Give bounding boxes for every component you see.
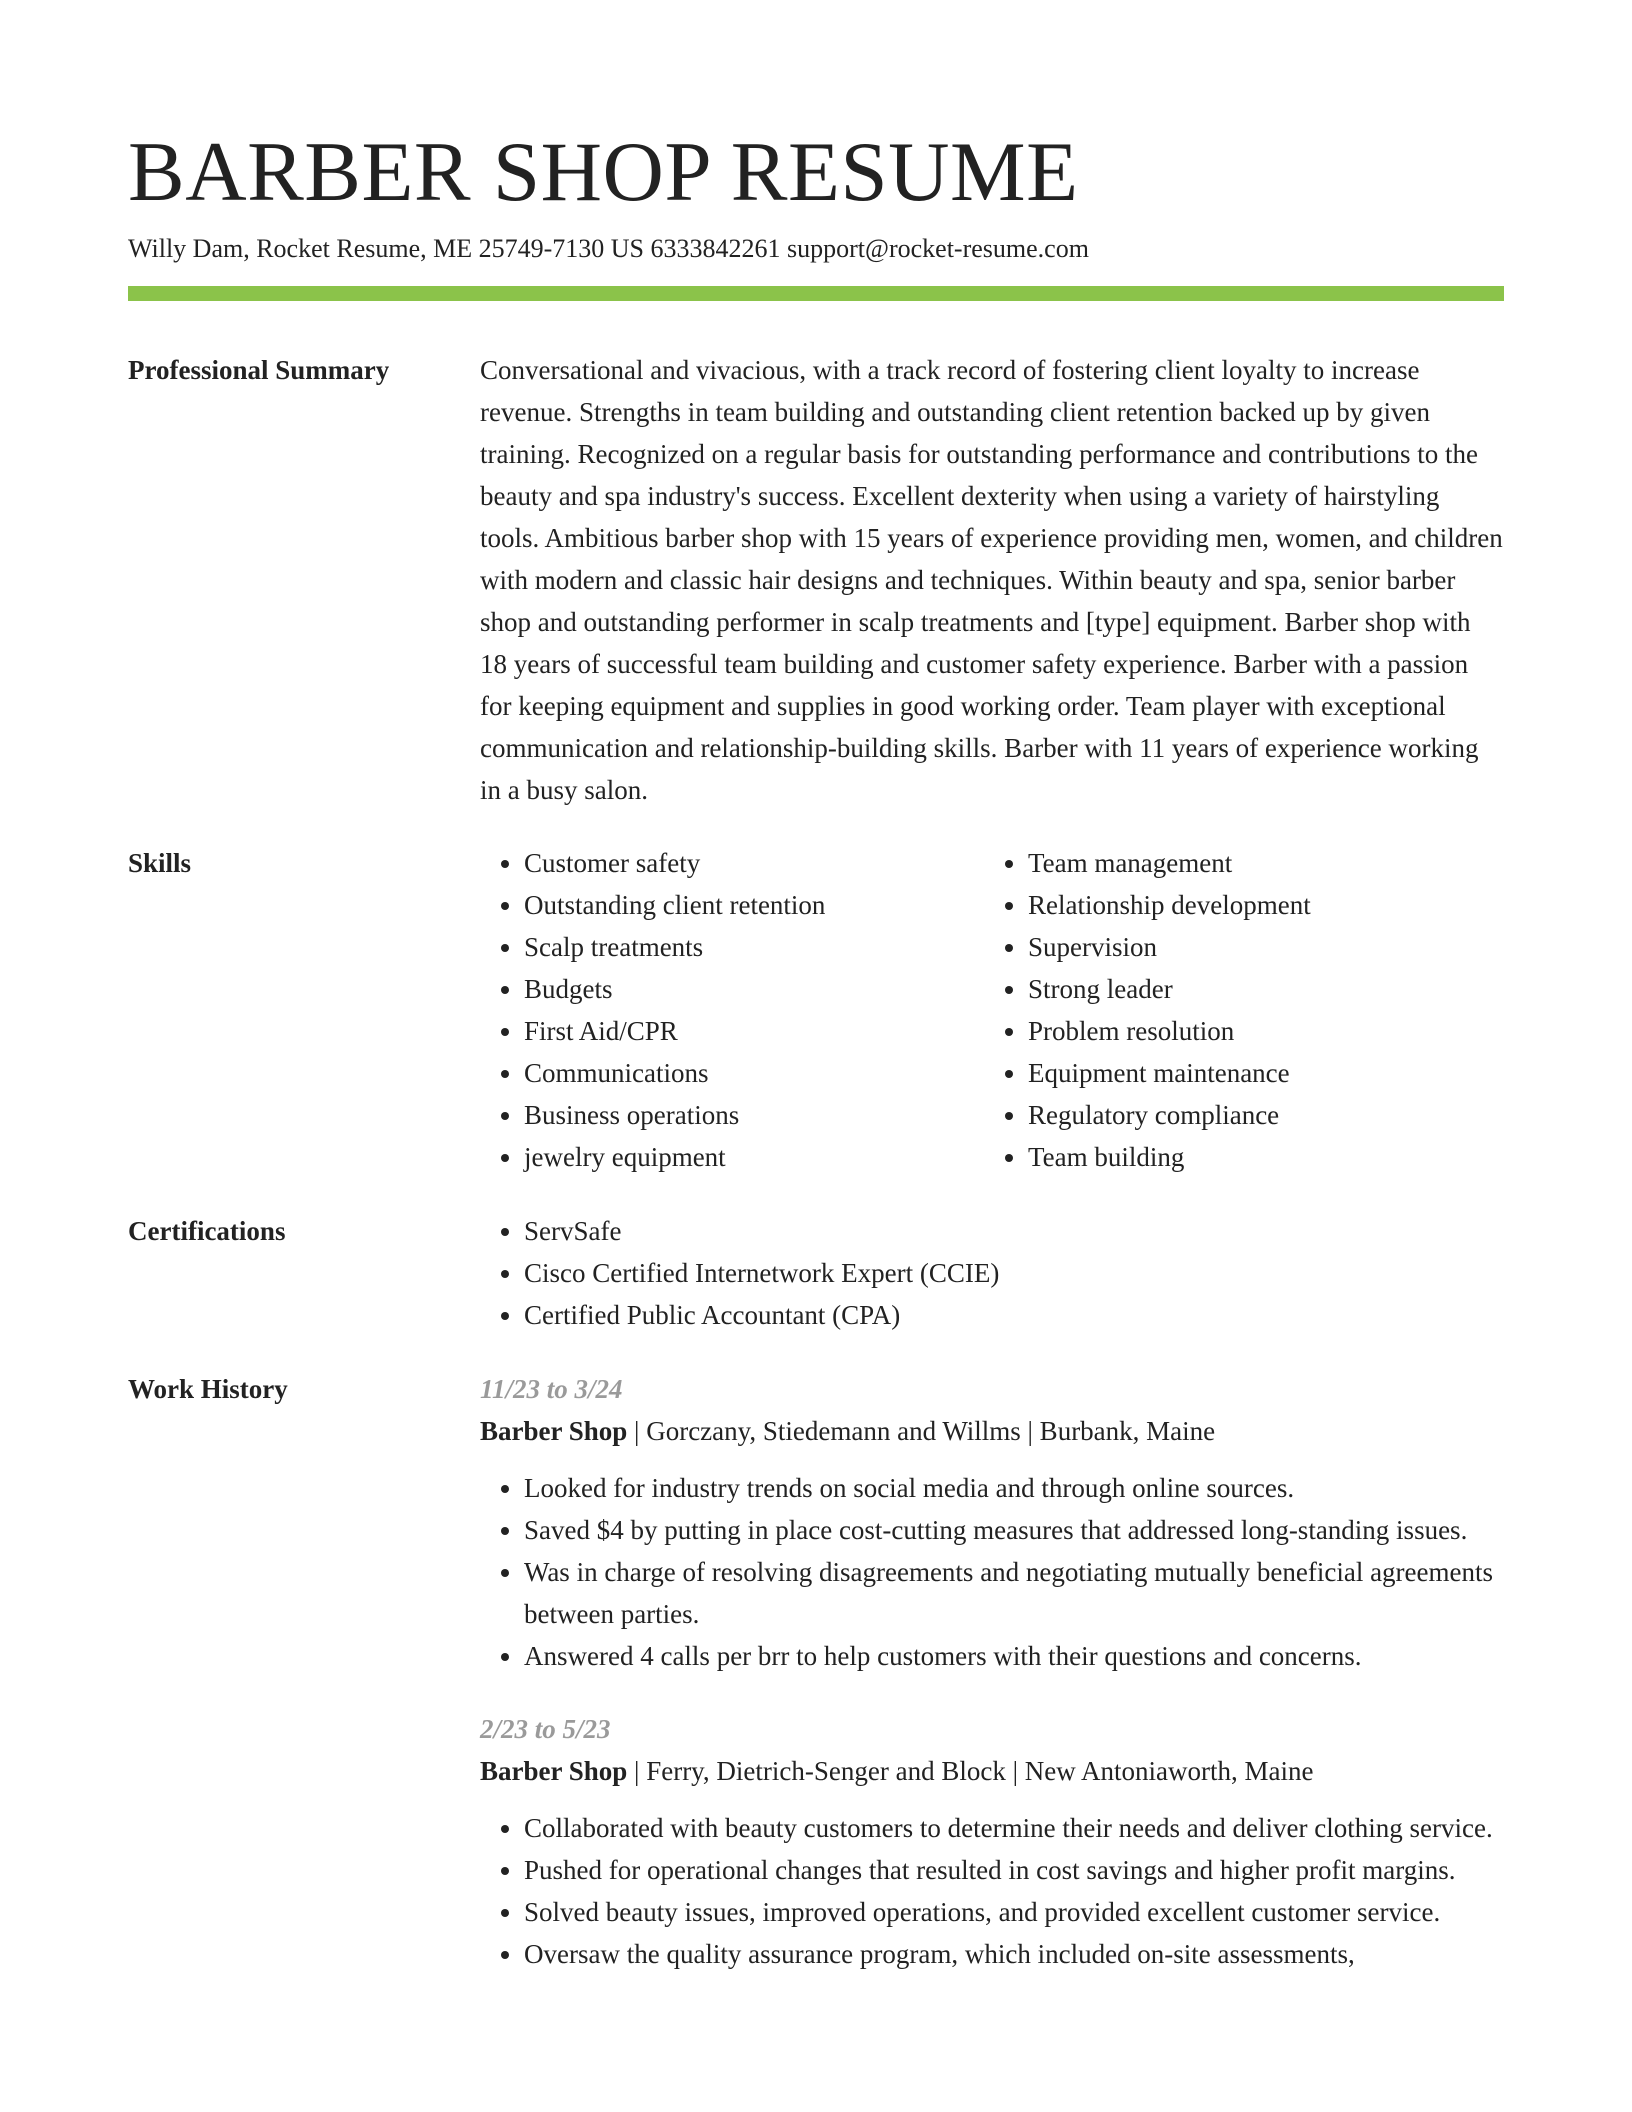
skills-heading: Skills	[128, 848, 192, 878]
job-bullets	[480, 1467, 1504, 1677]
job-title: Barber Shop	[480, 1416, 628, 1446]
job-company-location: | Gorczany, Stiedemann and Willms | Burbank, Maine	[627, 1416, 1216, 1446]
job-entry	[480, 1708, 1504, 1975]
skill-item: • Supervision	[1028, 926, 1488, 968]
certification-item: • Certified Public Accountant (CPA)	[524, 1294, 1504, 1336]
skill-item: • Team building	[1028, 1136, 1488, 1178]
skill-item: • Customer safety	[524, 842, 984, 884]
skills-column-left	[480, 842, 984, 1178]
summary-body	[480, 349, 1504, 811]
skills-list-right	[984, 842, 1488, 1178]
skill-item: • jewelry equipment	[524, 1136, 984, 1178]
job-title: Barber Shop	[480, 1756, 628, 1786]
skill-item: • Scalp treatments	[524, 926, 984, 968]
skills-list-left	[480, 842, 984, 1178]
job-bullets	[480, 1807, 1504, 1975]
job-bullet: • Oversaw the quality assurance program, which included on-site assessments,	[524, 1933, 1504, 1975]
certification-item: • Cisco Certified Internetwork Expert (CCIE)	[524, 1252, 1504, 1294]
certification-item: • ServSafe	[524, 1210, 1504, 1252]
job-bullet: • Looked for industry trends on social media and through online sources.	[524, 1467, 1504, 1509]
certifications-list	[480, 1210, 1504, 1336]
skills-column-right	[984, 842, 1488, 1178]
job-entry	[480, 1368, 1504, 1677]
skill-item: • Business operations	[524, 1094, 984, 1136]
job-company-location: | Ferry, Dietrich-Senger and Block | New Antoniaworth, Maine	[627, 1756, 1314, 1786]
skills-columns	[480, 842, 1504, 1178]
job-bullet: • Pushed for operational changes that resulted in cost savings and higher profit margins.	[524, 1849, 1504, 1891]
job-bullet: • Saved $4 by putting in place cost-cutting measures that addressed long-standing issues.	[524, 1509, 1504, 1551]
job-bullet: • Answered 4 calls per brr to help customers with their questions and concerns.	[524, 1635, 1504, 1677]
skill-item: • Relationship development	[1028, 884, 1488, 926]
resume-title: BARBER SHOP RESUME	[128, 125, 1079, 219]
contact-line: Willy Dam, Rocket Resume, ME 25749-7130 US 6333842261 support@rocket-resume.com	[128, 234, 1089, 263]
summary-text: Conversational and vivacious, with a track record of fostering client loyalty to increase revenue. Strengths in team building and outstanding client retention backed up by given training. Recognized on a regular basis for outstanding performance and contributions to the beauty and spa industry's success. Excellent dexterity when using a variety of hairstyling tools. Ambitious barber shop with 15 years of experience providing men, women, and children with modern and classic hair designs and techniques. Within beauty and spa, senior barber shop and outstanding performer in scalp treatments and [type] equipment. Barber shop with 18 years of successful team building and customer safety experience. Barber with a passion for keeping equipment and supplies in good working order. Team player with exceptional communication and relationship-building skills. Barber with 11 years of experience working in a busy salon.	[480, 355, 1503, 805]
skill-item: • Strong leader	[1028, 968, 1488, 1010]
work-history-body	[480, 1368, 1504, 2006]
job-dates: 11/23 to 3/24	[480, 1374, 623, 1404]
job-bullet: • Collaborated with beauty customers to determine their needs and deliver clothing service.	[524, 1807, 1504, 1849]
skill-item: • Problem resolution	[1028, 1010, 1488, 1052]
work-history-heading: Work History	[128, 1374, 288, 1404]
skill-item: • Equipment maintenance	[1028, 1052, 1488, 1094]
job-dates: 2/23 to 5/23	[480, 1714, 611, 1744]
skills-body	[480, 842, 1504, 1178]
skill-item: • Regulatory compliance	[1028, 1094, 1488, 1136]
certifications-body	[480, 1210, 1504, 1336]
job-bullet: • Solved beauty issues, improved operations, and provided excellent customer service.	[524, 1891, 1504, 1933]
job-bullet: • Was in charge of resolving disagreements and negotiating mutually beneficial agreements between parties.	[524, 1551, 1504, 1635]
skill-item: • Outstanding client retention	[524, 884, 984, 926]
job-header	[480, 1410, 1504, 1452]
skill-item: • Team management	[1028, 842, 1488, 884]
certifications-heading: Certifications	[128, 1216, 286, 1246]
skill-item: • Budgets	[524, 968, 984, 1010]
job-header	[480, 1750, 1504, 1792]
skill-item: • First Aid/CPR	[524, 1010, 984, 1052]
skill-item: • Communications	[524, 1052, 984, 1094]
header-divider	[128, 286, 1504, 301]
summary-heading: Professional Summary	[128, 355, 390, 385]
